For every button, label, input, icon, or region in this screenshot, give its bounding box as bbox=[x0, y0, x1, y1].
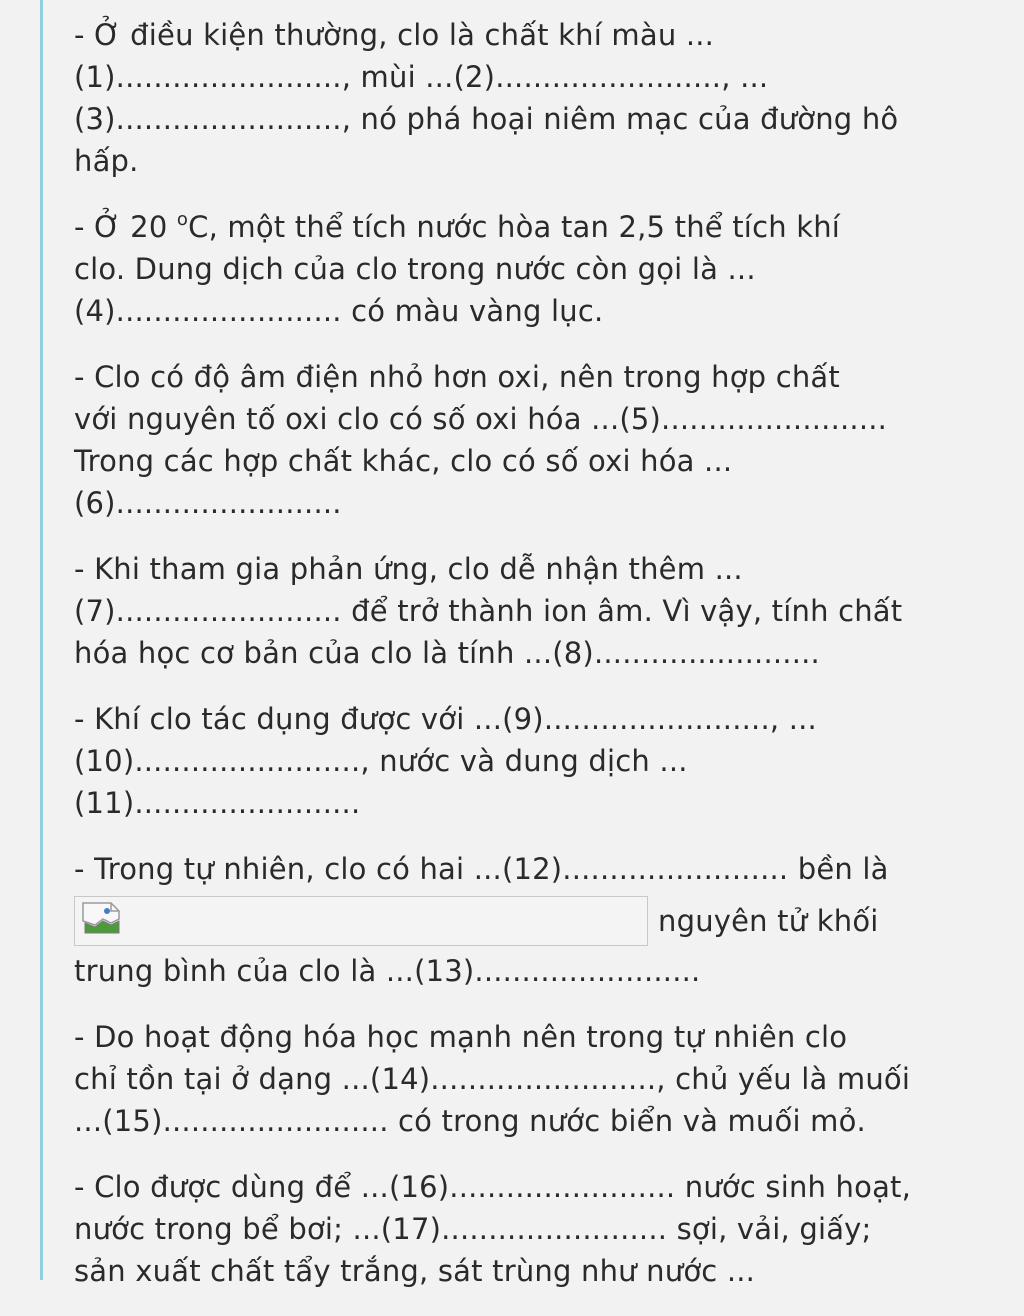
paragraph-3 bbox=[74, 356, 1009, 524]
paragraph-6 bbox=[74, 848, 1009, 992]
paragraph-4 bbox=[74, 548, 1009, 674]
text-line: sản xuất chất tẩy trắng, sát trùng như nước ... bbox=[74, 1254, 756, 1288]
text-line: Trong các hợp chất khác, clo có số oxi hóa ... bbox=[74, 444, 733, 478]
text-line: hấp. bbox=[74, 144, 139, 178]
document-content bbox=[74, 14, 1009, 1316]
text-line: - Clo được dùng để ...(16)........................ nước sinh hoạt, bbox=[74, 1170, 912, 1204]
inline-image-line bbox=[74, 892, 1009, 950]
text-line: (6)........................ bbox=[74, 486, 342, 520]
text-line: - Khí clo tác dụng được với ...(9)........................, ... bbox=[74, 702, 817, 736]
text-line: - Ở điều kiện thường, clo là chất khí màu ... bbox=[74, 18, 715, 52]
paragraph-7 bbox=[74, 1016, 1009, 1142]
text-line: chỉ tồn tại ở dạng ...(14)........................, chủ yếu là muối bbox=[74, 1062, 911, 1096]
paragraph-5 bbox=[74, 698, 1009, 824]
text-segment: - Ở 20 bbox=[74, 210, 177, 244]
paragraph-1 bbox=[74, 14, 1009, 182]
text-line: - Trong tự nhiên, clo có hai ...(12)........................ bền là bbox=[74, 852, 889, 886]
text-line: (1)........................, mùi ...(2)........................, ... bbox=[74, 60, 769, 94]
text-line: - Clo có độ âm điện nhỏ hơn oxi, nên trong hợp chất bbox=[74, 360, 840, 394]
text-line: với nguyên tố oxi clo có số oxi hóa ...(5)........................ bbox=[74, 402, 888, 436]
left-border-rule bbox=[40, 0, 43, 1280]
text-line: (10)........................, nước và dung dịch ... bbox=[74, 744, 688, 778]
text-line: nước trong bể bơi; ...(17)........................ sợi, vải, giấy; bbox=[74, 1212, 872, 1246]
paragraph-2 bbox=[74, 206, 1009, 332]
text-line: (11)........................ bbox=[74, 786, 361, 820]
text-line: - Do hoạt động hóa học mạnh nên trong tự nhiên clo bbox=[74, 1020, 848, 1054]
degree-superscript: o bbox=[176, 209, 189, 230]
text-segment: C, một thể tích nước hòa tan 2,5 thể tích khí bbox=[188, 210, 841, 244]
text-line: (7)........................ để trở thành ion âm. Vì vậy, tính chất bbox=[74, 594, 903, 628]
broken-image-placeholder bbox=[74, 896, 648, 946]
text-line: hóa học cơ bản của clo là tính ...(8)........................ bbox=[74, 636, 820, 670]
text-line: clo. Dung dịch của clo trong nước còn gọi là ... bbox=[74, 252, 756, 286]
text-line: ...(15)........................ có trong nước biển và muối mỏ. bbox=[74, 1104, 866, 1138]
text-line: (3)........................, nó phá hoại niêm mạc của đường hô bbox=[74, 102, 899, 136]
text-segment: nguyên tử khối bbox=[658, 904, 879, 938]
text-line: (4)........................ có màu vàng lục. bbox=[74, 294, 604, 328]
broken-image-icon bbox=[81, 901, 125, 935]
text-line: - Khi tham gia phản ứng, clo dễ nhận thêm ... bbox=[74, 552, 743, 586]
text-line: trung bình của clo là ...(13)........................ bbox=[74, 954, 701, 988]
paragraph-8 bbox=[74, 1166, 1009, 1292]
text-line bbox=[74, 206, 1009, 248]
